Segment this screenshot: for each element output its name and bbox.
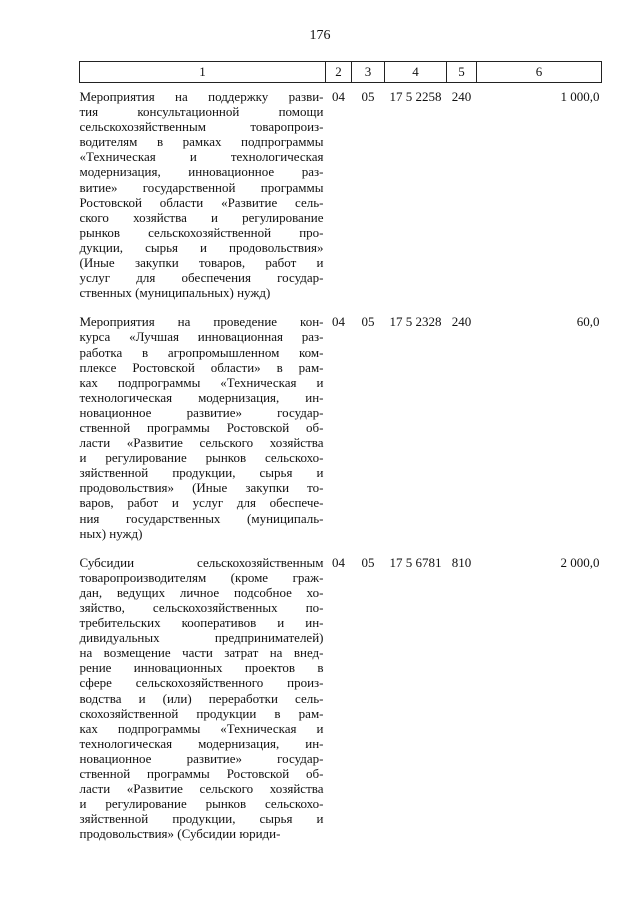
description-line: и регулирование рынков сельскохо- [79,450,324,466]
row-target-code: 17 5 2328 [389,314,442,330]
description-line: продовольствия» (Субсидии юриди- [79,826,281,842]
row-target-code: 17 5 6781 [389,554,442,570]
description-line: витие» государственной программы [79,179,324,195]
budget-table [79,61,602,850]
description-line: ках подпрограммы «Техническая и [79,374,324,390]
description-line: Мероприятия на поддержку разви- [79,89,324,104]
description-line: тия консультационной помощи [79,104,324,120]
description-line: ласти «Развитие сельского хозяйства [79,435,324,451]
header-col-3: 3 [352,62,385,83]
description-line: технологическая модернизация, ин- [79,735,324,751]
description-line: зяйственной продукции, сырья и [79,465,324,481]
description-line: требительских кооперативов и ин- [79,615,324,631]
table-row [80,549,602,850]
table-row [80,308,602,548]
table-row [80,83,602,309]
description-line: дан, ведущих личное подсобное хо- [79,584,324,600]
description-line: ках подпрограммы «Техническая и [79,720,324,736]
description-line: курса «Лучшая инновационная раз- [79,329,324,345]
row-subsection: 05 [361,554,375,570]
description-line: водства и (или) переработки сель- [79,690,324,706]
description-line: новационное развитие» государ- [79,404,324,420]
description-line: ского хозяйства и регулирование [79,209,324,225]
row-expense-type: 810 [451,554,472,570]
description-line: рынков сельскохозяйственной про- [79,224,324,240]
description-line: зяйство, сельскохозяйственных по- [79,600,324,615]
description-line: продовольствия» (Иные закупки то- [79,480,324,496]
description-line: модернизация, инновационное раз- [79,164,324,180]
description-line: ласти «Развитие сельского хозяйства [79,781,324,797]
description-line: зяйственной продукции, сырья и [79,811,324,827]
description-line: дукции, сырья и продовольствия» [79,239,324,255]
header-col-2: 2 [326,62,352,83]
page-number: 176 [309,28,331,43]
description-line: и регулирование рынков сельскохо- [79,796,324,812]
header-col-6: 6 [477,62,602,83]
description-line: варов, работ и услуг для обеспече- [79,495,324,511]
description-line: ственной программы Ростовской об- [79,766,324,782]
description-line: скохозяйственной продукции в рам- [79,705,324,721]
row-target-code: 17 5 2258 [389,89,442,104]
row-description [80,549,326,850]
description-line: «Техническая и технологическая [79,149,324,165]
description-line: на возмещение части затрат на внед- [79,645,324,661]
row-amount: 60,0 [576,314,600,330]
row-subsection: 05 [361,89,375,104]
row-description [80,308,326,548]
row-expense-type: 240 [451,314,472,330]
row-amount: 1 000,0 [560,89,600,104]
table-header-row [80,62,602,83]
description-line: сельскохозяйственным товаропроиз- [79,119,324,135]
row-section: 04 [332,89,345,104]
description-line: плексе Ростовской области» в рам- [79,359,324,375]
description-line: услуг для обеспечения государ- [79,270,324,286]
header-col-4: 4 [385,62,447,83]
row-description [80,83,326,309]
description-line: товаропроизводителям (кроме граж- [79,569,324,585]
description-line: ных) нужд) [79,525,143,541]
description-line: ния государственных (муниципаль- [79,510,324,526]
description-line: водителям в рамках подпрограммы [79,134,324,150]
row-section: 04 [332,554,345,570]
description-line: работка в агропромышленном ком- [79,344,324,360]
description-line: сфере сельскохозяйственного произ- [79,675,324,691]
description-line: технологическая модернизация, ин- [79,389,324,405]
description-line: (Иные закупки товаров, работ и [79,255,324,271]
description-line: дивидуальных предпринимателей) [79,630,324,646]
description-line: Ростовской области «Развитие сель- [79,194,324,210]
description-line: Мероприятия на проведение кон- [79,314,324,330]
header-col-1: 1 [80,62,326,83]
row-section: 04 [332,314,345,330]
row-subsection: 05 [361,314,375,330]
row-amount: 2 000,0 [560,554,600,570]
header-col-5: 5 [447,62,477,83]
description-line: новационное развитие» государ- [79,750,324,766]
row-expense-type: 240 [451,89,472,104]
description-line: ственных (муниципальных) нужд) [79,285,271,301]
description-line: Субсидии сельскохозяйственным [79,554,324,570]
description-line: ственной программы Ростовской об- [79,419,324,435]
description-line: рение инновационных проектов в [79,660,324,676]
